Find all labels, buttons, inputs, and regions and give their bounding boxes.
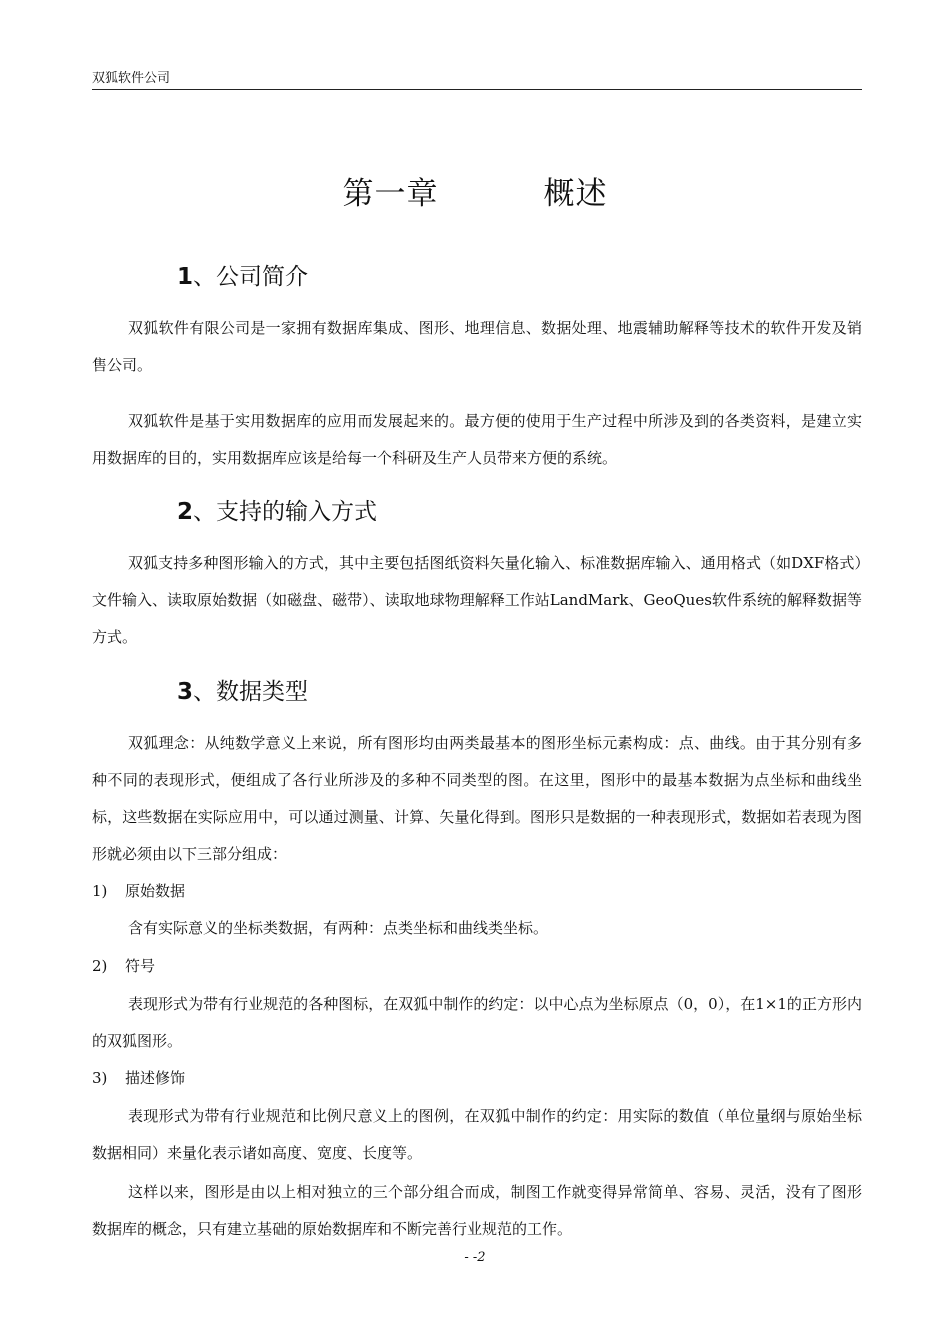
chapter-name: 概述 <box>543 176 608 212</box>
list-index: 2) <box>92 957 108 975</box>
section-heading-3 <box>177 677 308 707</box>
list-label: 符号 <box>125 957 156 975</box>
paragraph-intro-2: 双狐软件是基于实用数据库的应用而发展起来的。最方便的使用于生产过程中所涉及到的各类资料，是建立实用数据库的目的，实用数据库应该是给每一个科研及生产人员带来方便的系统。 <box>92 412 862 467</box>
section-title: 、公司简介 <box>193 264 309 290</box>
section-title: 、数据类型 <box>193 679 309 705</box>
section-heading-2 <box>177 497 377 527</box>
list-label: 描述修饰 <box>125 1069 186 1087</box>
section-number: 2 <box>177 499 194 525</box>
list-index: 1) <box>92 882 108 900</box>
page-number: - -2 <box>464 1250 486 1265</box>
section-heading-1 <box>177 262 308 292</box>
paragraph-intro-1: 双狐软件有限公司是一家拥有数据库集成、图形、地理信息、数据处理、地震辅助解释等技术的软件开发及销售公司。 <box>92 319 862 374</box>
paragraph-raw-desc: 含有实际意义的坐标类数据，有两种：点类坐标和曲线类坐标。 <box>128 919 549 937</box>
list-label: 原始数据 <box>125 882 186 900</box>
paragraph-closing: 这样以来，图形是由以上相对独立的三个部分组合而成，制图工作就变得异常简单、容易、灵活，没有了图形数据库的概念，只有建立基础的原始数据库和不断完善行业规范的工作。 <box>92 1183 862 1238</box>
chapter-title <box>0 172 950 216</box>
header-company: 双狐软件公司 <box>92 71 171 86</box>
list-item <box>92 1063 185 1093</box>
chapter-number: 第一章 <box>342 176 439 212</box>
section-number: 3 <box>177 679 194 705</box>
paragraph-input: 双狐支持多种图形输入的方式，其中主要包括图纸资料矢量化输入、标准数据库输入、通用格式（如DXF格式）文件输入、读取原始数据（如磁盘、磁带）、读取地球物理解释工作站LandMark、GeoQues软件系统的解释数据等方式。 <box>92 554 862 646</box>
paragraph-symbol-desc: 表现形式为带有行业规范的各种图标，在双狐中制作的约定：以中心点为坐标原点（0，0），在1×1的正方形内的双狐图形。 <box>92 995 862 1050</box>
list-index: 3) <box>92 1069 108 1087</box>
list-item <box>92 876 185 906</box>
section-title: 、支持的输入方式 <box>193 499 378 525</box>
section-number: 1 <box>177 264 194 290</box>
paragraph-deco-desc: 表现形式为带有行业规范和比例尺意义上的图例，在双狐中制作的约定：用实际的数值（单位量纲与原始坐标数据相同）来量化表示诸如高度、宽度、长度等。 <box>92 1107 862 1162</box>
paragraph-concept: 双狐理念：从纯数学意义上来说，所有图形均由两类最基本的图形坐标元素构成：点、曲线。由于其分别有多种不同的表现形式，便组成了各行业所涉及的多种不同类型的图。在这里，图形中的最基本数据为点坐标和曲线坐标，这些数据在实际应用中，可以通过测量、计算、矢量化得到。图形只是数据的一种表现形式，数据如若表现为图形就必须由以下三部分组成： <box>92 734 862 863</box>
list-item <box>92 951 155 981</box>
page-header <box>92 72 862 90</box>
